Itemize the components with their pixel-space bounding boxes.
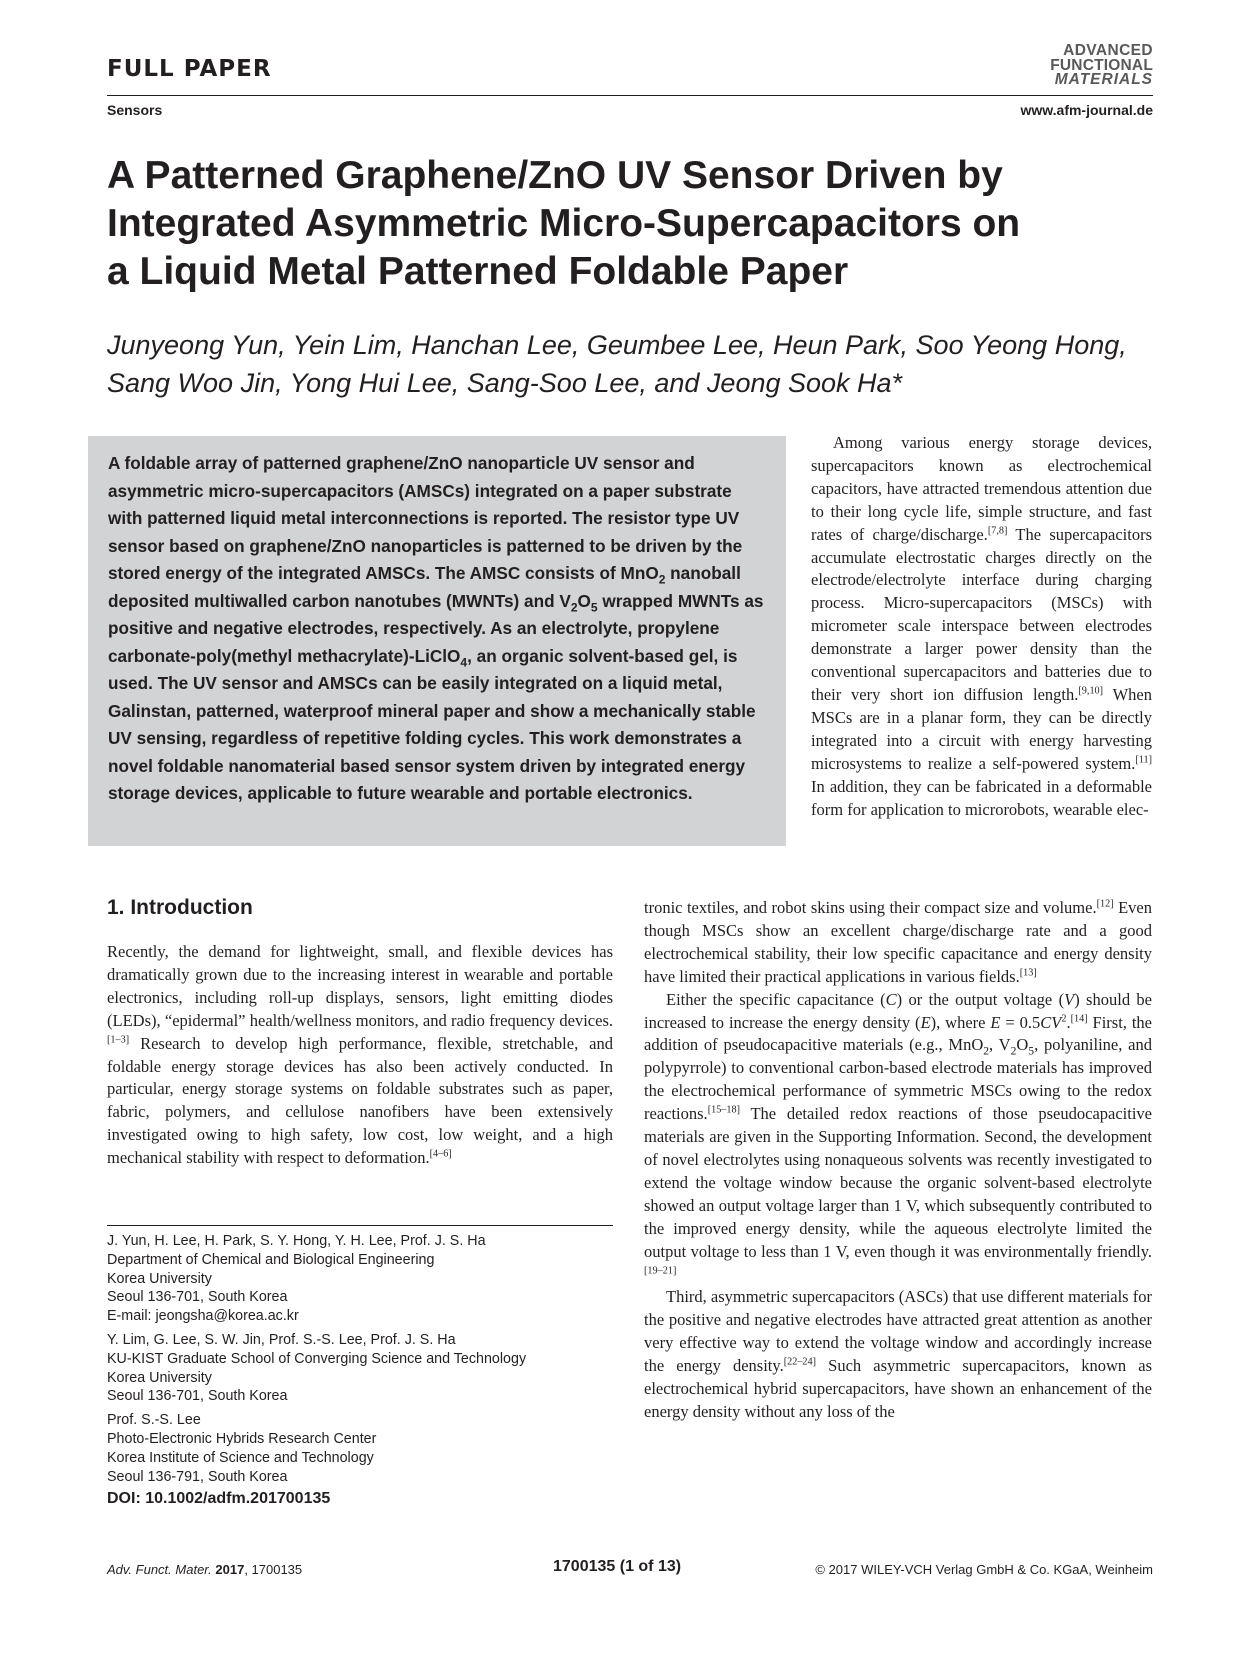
- citation[interactable]: [9,10]: [1078, 685, 1104, 697]
- citation[interactable]: [1–3]: [107, 1034, 130, 1046]
- paragraph: tronic textiles, and robot skins using their compact size and volume.[12] Even though MSCs show an excellent charge/discharge rate and a good electrochemical stability, their low specific capacitance and energy density have limited their practical applications in various fields.[13]: [644, 898, 1152, 986]
- affiliations: [107, 1232, 613, 1491]
- section-label: Sensors: [107, 102, 163, 118]
- citation[interactable]: [11]: [1135, 754, 1152, 766]
- right-column-text: [811, 432, 1152, 821]
- title-line-3: a Liquid Metal Patterned Foldable Paper: [107, 250, 849, 293]
- citation[interactable]: [4–6]: [429, 1148, 452, 1160]
- journal-url[interactable]: www.afm-journal.de: [1020, 102, 1153, 118]
- introduction-text: [107, 941, 613, 1170]
- page-number: 1700135 (1 of 13): [553, 1558, 682, 1575]
- logo-line-1: ADVANCED: [1063, 42, 1153, 59]
- doi-link[interactable]: DOI: 10.1002/adfm.201700135: [107, 1490, 331, 1507]
- authors-line-2: Sang Woo Jin, Yong Hui Lee, Sang-Soo Lee, and Jeong Sook Ha*: [107, 368, 903, 398]
- copyright-notice: © 2017 WILEY-VCH Verlag GmbH & Co. KGaA, Weinheim: [815, 1562, 1153, 1577]
- citation[interactable]: [15–18]: [707, 1104, 741, 1116]
- logo-line-2: FUNCTIONAL: [1050, 56, 1153, 74]
- logo-line-3: MATERIALS: [1054, 71, 1153, 89]
- citation[interactable]: [13]: [1019, 967, 1037, 979]
- affiliation-rule: [107, 1225, 613, 1226]
- title-line-1: A Patterned Graphene/ZnO UV Sensor Driven by: [107, 154, 1003, 197]
- abstract-box: [88, 436, 786, 846]
- paragraph: Among various energy storage devices, supercapacitors known as electrochemical capacitors, have attracted tremendous attention due to their long cycle life, simple structure, and fast rates of charge/discharge.[7,8] The supercapacitors accumulate electrostatic charges directly on the electrode/electrolyte interface during charging process. Micro-supercapacitors (MSCs) with micrometer scale interspace between electrodes demonstrate a larger power density than the conventional supercapacitors and batteries due to their very short ion diffusion length.[9,10] When MSCs are in a planar form, they can be directly integrated into a circuit with energy harvesting microsystems to realize a self-powered system.[11] In addition, they can be fabricated in a deformable form for application to microrobots, wearable elec-: [811, 433, 1152, 819]
- affiliation-block: J. Yun, H. Lee, H. Park, S. Y. Hong, Y. H. Lee, Prof. J. S. Ha Department of Chemical and Biological Engineering Korea University Seoul 136-701, South Korea E-mail: jeongsha@korea.ac.kr: [107, 1232, 613, 1326]
- paragraph: Third, asymmetric supercapacitors (ASCs) that use different materials for the positive and negative electrodes have attracted great attention as another very effective way to extend the voltage window and accordingly increase the energy density.[22–24] Such asymmetric supercapacitors, known as electrochemical hybrid supercapacitors, have shown an enhancement of the energy density without any loss of the: [644, 1287, 1152, 1421]
- journal-logo: [1050, 44, 1153, 88]
- citation[interactable]: [14]: [1070, 1013, 1088, 1025]
- section-heading-introduction: 1. Introduction: [107, 896, 253, 919]
- citation[interactable]: [12]: [1096, 898, 1114, 910]
- title-line-2: Integrated Asymmetric Micro-Supercapacitors on: [107, 202, 1021, 245]
- affiliation-block: Y. Lim, G. Lee, S. W. Jin, Prof. S.-S. Lee, Prof. J. S. Ha KU-KIST Graduate School of Converging Science and Technology Korea University Seoul 136-701, South Korea: [107, 1331, 527, 1405]
- author-list: [107, 326, 1147, 402]
- paragraph: Recently, the demand for lightweight, small, and flexible devices has dramatically grown due to the increasing interest in wearable and portable electronics, including roll-up displays, sensors, light emitting diodes (LEDs), “epidermal” health/wellness monitors, and radio frequency devices.[1–3] Research to develop high performance, flexible, stretchable, and foldable energy storage devices has also been actively conducted. In particular, energy storage systems on foldable substrates such as paper, fabric, polymers, and cellulose nanofibers have been extensively investigated owing to high safety, low cost, low weight, and a high mechanical stability with respect to deformation.[4–6]: [107, 942, 613, 1168]
- authors-line-1: Junyeong Yun, Yein Lim, Hanchan Lee, Geumbee Lee, Heun Park, Soo Yeong Hong,: [107, 330, 1127, 360]
- header-rule: [107, 95, 1153, 96]
- footer-citation: Adv. Funct. Mater. 2017, 1700135: [107, 1562, 303, 1577]
- article-title: [107, 152, 1137, 296]
- citation[interactable]: [19–21]: [644, 1265, 677, 1276]
- citation[interactable]: [7,8]: [987, 525, 1008, 537]
- affiliation-block: Prof. S.-S. Lee Photo-Electronic Hybrids Research Center Korea Institute of Science and Technology Seoul 136-791, South Korea: [107, 1412, 377, 1485]
- paragraph: Either the specific capacitance (C) or the output voltage (V) should be increased to increase the energy density (E), where $E = 0.5CV^2.[14]$ First, the addition of pseudocapacitive materials (e.g., MnO$_2$, $V_2O_5$, polyaniline, and polypyrrole) to conventional carbon-based electrode materials has improved the electrochemical performance of symmetric MSCs owing to the redox reactions.[15–18] The detailed redox reactions of those pseudocapacitive materials are given in the Supporting Information. Second, the development of novel electrolytes using nonaqueous solvents was recently investigated to extend the voltage window because the organic solvent-based electrolyte showed an output voltage larger than 1 V, which subsequently contributed to the improved energy density, while the aqueous electrolyte limited the output voltage to less than 1 V, even though it was environmentally friendly.[19–21]: [644, 989, 1152, 1276]
- body-column-right: [644, 897, 1152, 1424]
- abstract-text: A foldable array of patterned graphene/ZnO nanoparticle UV sensor and asymmetric micro-supercapacitors (AMSCs) integrated on a paper substrate with patterned liquid metal interconnections is reported. The resistor type UV sensor based on graphene/ZnO nanoparticles is patterned to be driven by the stored energy of the integrated AMSCs. The AMSC consists of MnO$_2$ nanoball deposited multiwalled carbon nanotubes (MWNTs) and $V_2O_5$ wrapped MWNTs as positive and negative electrodes, respectively. As an electrolyte, propylene carbonate-poly(methyl methacrylate)-LiClO$_4$, an organic solvent-based gel, is used. The UV sensor and AMSCs can be easily integrated on a liquid metal, Galinstan, patterned, waterproof mineral paper and show a mechanically stable UV sensing, regardless of repetitive folding cycles. This work demonstrates a novel foldable nanomaterial based sensor system driven by integrated energy storage devices, applicable to future wearable and portable electronics.: [108, 453, 764, 803]
- email-link[interactable]: E-mail: jeongsha@korea.ac.kr: [107, 1308, 299, 1325]
- citation[interactable]: [22–24]: [783, 1356, 817, 1368]
- paper-type-label: FULL PAPER: [107, 56, 272, 82]
